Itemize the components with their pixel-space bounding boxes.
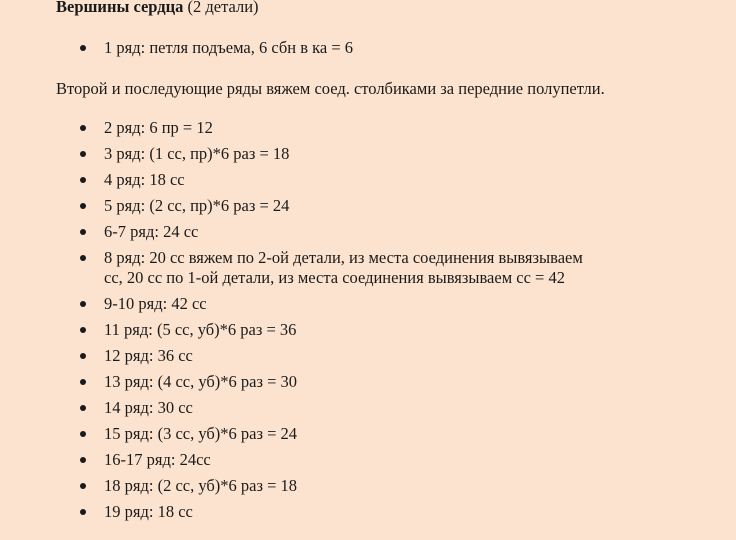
list-item-text: 16-17 ряд: 24сс (104, 450, 211, 469)
list-item-text: 2 ряд: 6 пр = 12 (104, 118, 213, 137)
bullet-icon (80, 151, 86, 157)
bullet-icon (80, 327, 86, 333)
list-item-text: 5 ряд: (2 сс, пр)*6 раз = 24 (104, 196, 290, 215)
first-bullet-list (80, 38, 353, 64)
list-item-text: 15 ряд: (3 сс, уб)*6 раз = 24 (104, 424, 298, 443)
list-item (80, 144, 583, 170)
list-item-text: 12 ряд: 36 сс (104, 346, 193, 365)
list-item-text: 3 ряд: (1 сс, пр)*6 раз = 18 (104, 144, 290, 163)
list-item (80, 294, 583, 320)
bullet-icon (80, 509, 86, 515)
bullet-icon (80, 301, 86, 307)
list-item-text: 13 ряд: (4 сс, уб)*6 раз = 30 (104, 372, 298, 391)
list-item (80, 118, 583, 144)
list-item-text: 14 ряд: 30 сс (104, 398, 193, 417)
list-item (80, 424, 583, 450)
list-item-text: 19 ряд: 18 сс (104, 502, 193, 521)
bullet-icon (80, 45, 86, 51)
list-item (80, 346, 583, 372)
bullet-icon (80, 405, 86, 411)
list-item-text: 4 ряд: 18 сс (104, 170, 185, 189)
bullet-icon (80, 203, 86, 209)
list-item-text: 18 ряд: (2 сс, уб)*6 раз = 18 (104, 476, 298, 495)
list-item (80, 38, 353, 64)
list-item-text: 11 ряд: (5 сс, уб)*6 раз = 36 (104, 320, 297, 339)
list-item-text: 1 ряд: петля подъема, 6 сбн в ка = 6 (104, 38, 354, 57)
list-item-text: 9-10 ряд: 42 сс (104, 294, 207, 313)
bullet-icon (80, 255, 86, 261)
bullet-icon (80, 483, 86, 489)
list-item (80, 248, 583, 294)
second-bullet-list (80, 118, 583, 528)
heading-bold: Вершины сердца (56, 0, 184, 16)
bullet-icon (80, 177, 86, 183)
list-item (80, 222, 583, 248)
list-item (80, 320, 583, 346)
list-item (80, 372, 583, 398)
bullet-icon (80, 431, 86, 437)
bullet-icon (80, 353, 86, 359)
list-item (80, 476, 583, 502)
list-item (80, 398, 583, 424)
instruction-paragraph: Второй и последующие ряды вяжем соед. столбиками за передние полупетли. (56, 79, 605, 98)
list-item-text-continued: сс, 20 сс по 1-ой детали, из места соединения вывязываем сс = 42 (104, 268, 565, 287)
list-item (80, 196, 583, 222)
section-heading (56, 0, 259, 17)
list-item (80, 170, 583, 196)
list-item-text: 8 ряд: 20 сс вяжем по 2-ой детали, из места соединения вывязываем (104, 248, 583, 267)
bullet-icon (80, 379, 86, 385)
list-item-text: 6-7 ряд: 24 сс (104, 222, 199, 241)
bullet-icon (80, 457, 86, 463)
bullet-icon (80, 229, 86, 235)
list-item (80, 502, 583, 528)
bullet-icon (80, 125, 86, 131)
heading-rest: (2 детали) (187, 0, 259, 16)
list-item (80, 450, 583, 476)
